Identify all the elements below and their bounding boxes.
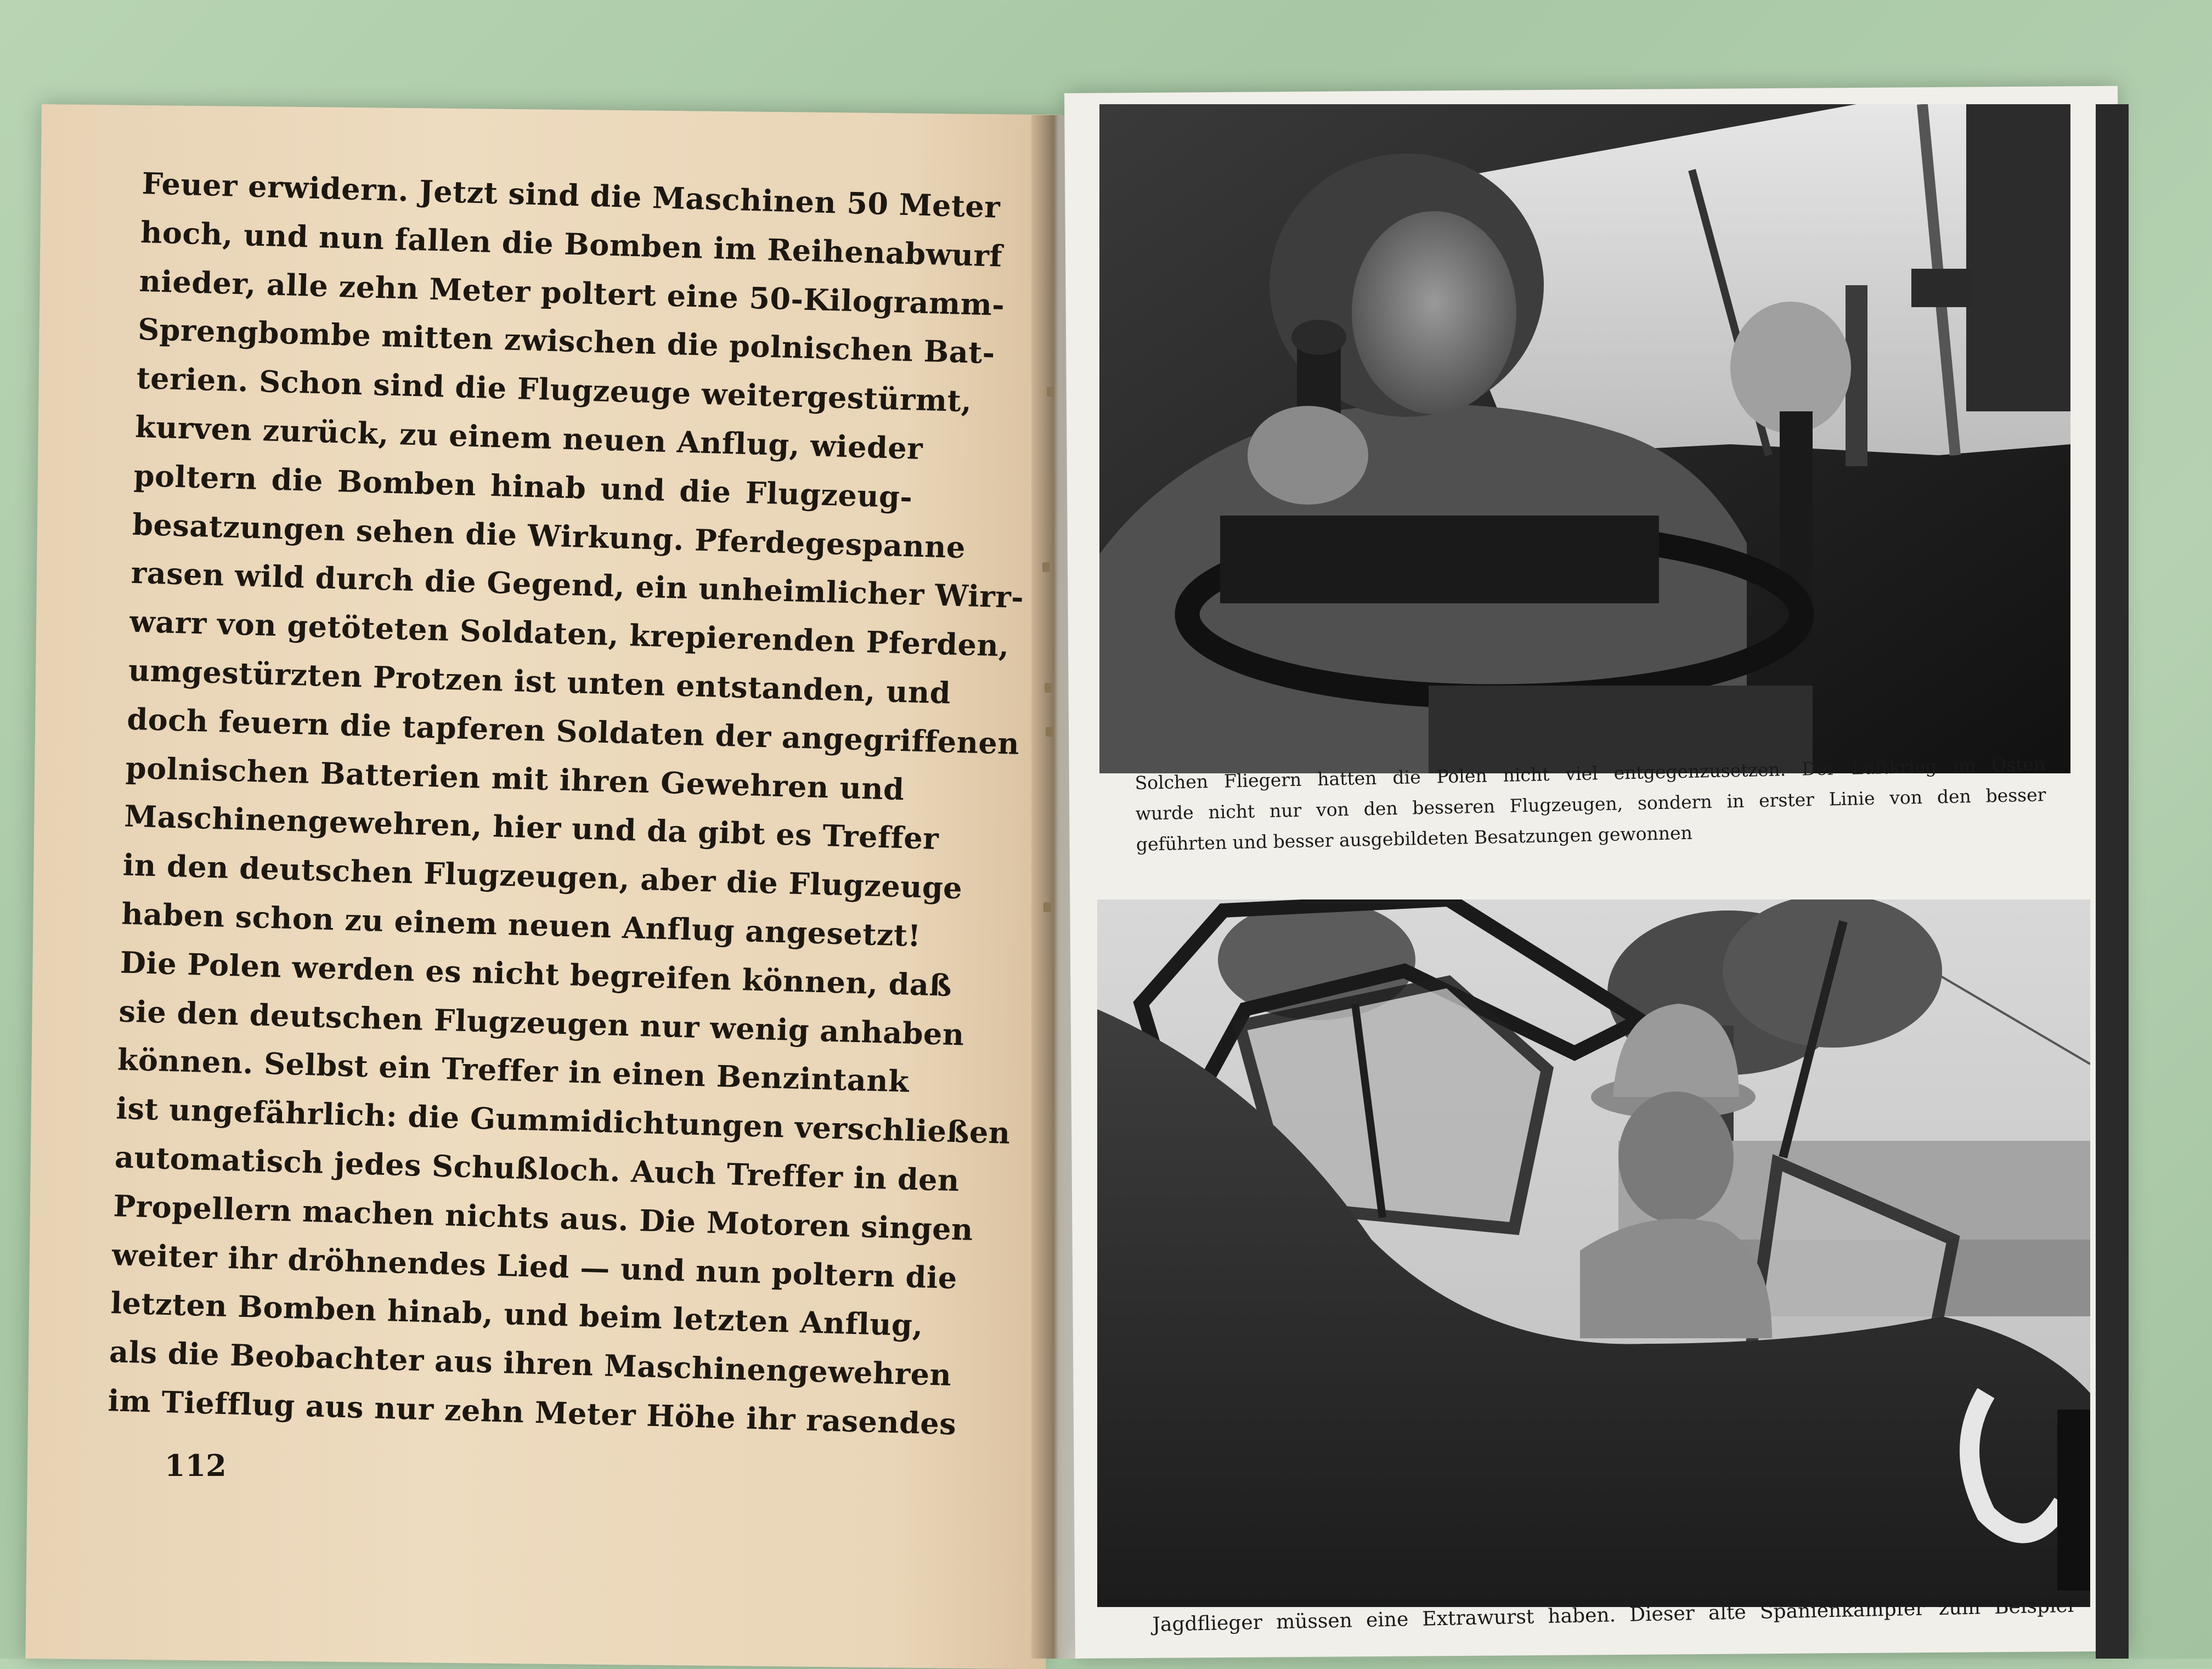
text-line: warr von getöteten Soldaten, krepierenden Pferden,	[129, 603, 1010, 664]
page-number: 112	[165, 1448, 227, 1483]
binding-stitch	[1046, 727, 1053, 737]
text-line: in den deutschen Flugzeugen, aber die Flugzeuge	[122, 847, 963, 906]
text-line: im Tiefflug aus nur zehn Meter Höhe ihr rasendes	[107, 1383, 957, 1442]
caption-line: Solchen Fliegern hatten die Polen nicht viel entgegenzusetzen. Der Luftkrieg im Osten	[1135, 753, 2046, 794]
text-line: haben schon zu einem neuen Anflug angesetzt!	[121, 896, 922, 954]
text-line: ist ungefährlich: die Gummidichtungen verschließen	[115, 1090, 1011, 1151]
text-line: poltern die Bomben hinab und die Flugzeug-	[133, 457, 913, 515]
text-line: Die Polen werden es nicht begreifen können, daß	[120, 944, 952, 1003]
text-line: sie den deutschen Flugzeugen nur wenig anhaben	[118, 993, 965, 1052]
text-line: polnischen Batterien mit ihren Gewehren und	[125, 750, 905, 807]
body-text	[107, 159, 1025, 1446]
photo-fighter-pilot	[1097, 899, 2090, 1607]
text-line: als die Beobachter aus ihren Maschinengewehren	[109, 1334, 952, 1393]
text-line: Sprengbombe mitten zwischen die polnischen Bat-	[137, 312, 996, 371]
binding-stitch	[1047, 387, 1054, 397]
binding-stitch	[1042, 562, 1050, 572]
text-line: letzten Bomben hinab, und beim letzten Anflug,	[110, 1285, 924, 1343]
text-line: Propellern machen nichts aus. Die Motoren singen	[112, 1188, 974, 1247]
text-line: terien. Schon sind die Flugzeuge weitergestürmt,	[136, 360, 973, 419]
text-line: Feuer erwidern. Jetzt sind die Maschinen 50 Meter	[141, 165, 1001, 225]
photo-bomber-pilot	[1099, 104, 2070, 773]
text-line: automatisch jedes Schußloch. Auch Treffer in den	[114, 1139, 960, 1198]
text-line: nieder, alle zehn Meter poltert eine 50-Kilogramm-	[138, 263, 1006, 323]
text-line: umgestürzten Protzen ist unten entstanden, und	[128, 652, 951, 711]
top-photo-caption	[1135, 749, 2047, 860]
text-line: hoch, und nun fallen die Bomben im Reihenabwurf	[140, 214, 1003, 274]
caption-line: wurde nicht nur von den besseren Flugzeugen, sondern in erster Linie von den besser	[1135, 784, 2046, 824]
text-line: Maschinengewehren, hier und da gibt es Treffer	[123, 798, 940, 857]
text-line: kurven zurück, zu einem neuen Anflug, wieder	[134, 409, 924, 466]
binding-stitch	[1043, 902, 1051, 912]
text-line: besatzungen sehen die Wirkung. Pferdegespanne	[132, 506, 966, 565]
caption-line: Jagdflieger müssen eine Extrawurst haben. Dieser alte Spanienkämpfer zum Beispiel	[1152, 1594, 2074, 1636]
text-line: können. Selbst ein Treffer in einen Benzintank	[117, 1042, 910, 1099]
caption-line: geführten und besser ausgebildeten Besatzungen gewonnen	[1136, 822, 1693, 855]
binding-stitch	[1045, 683, 1052, 693]
text-line: doch feuern die tapferen Soldaten der angegriffenen	[126, 701, 1020, 761]
cover-edge	[2096, 104, 2129, 1659]
text-line: rasen wild durch die Gegend, ein unheimlicher Wirr-	[131, 555, 1025, 615]
text-line: weiter ihr dröhnendes Lied — und nun poltern die	[111, 1236, 958, 1295]
